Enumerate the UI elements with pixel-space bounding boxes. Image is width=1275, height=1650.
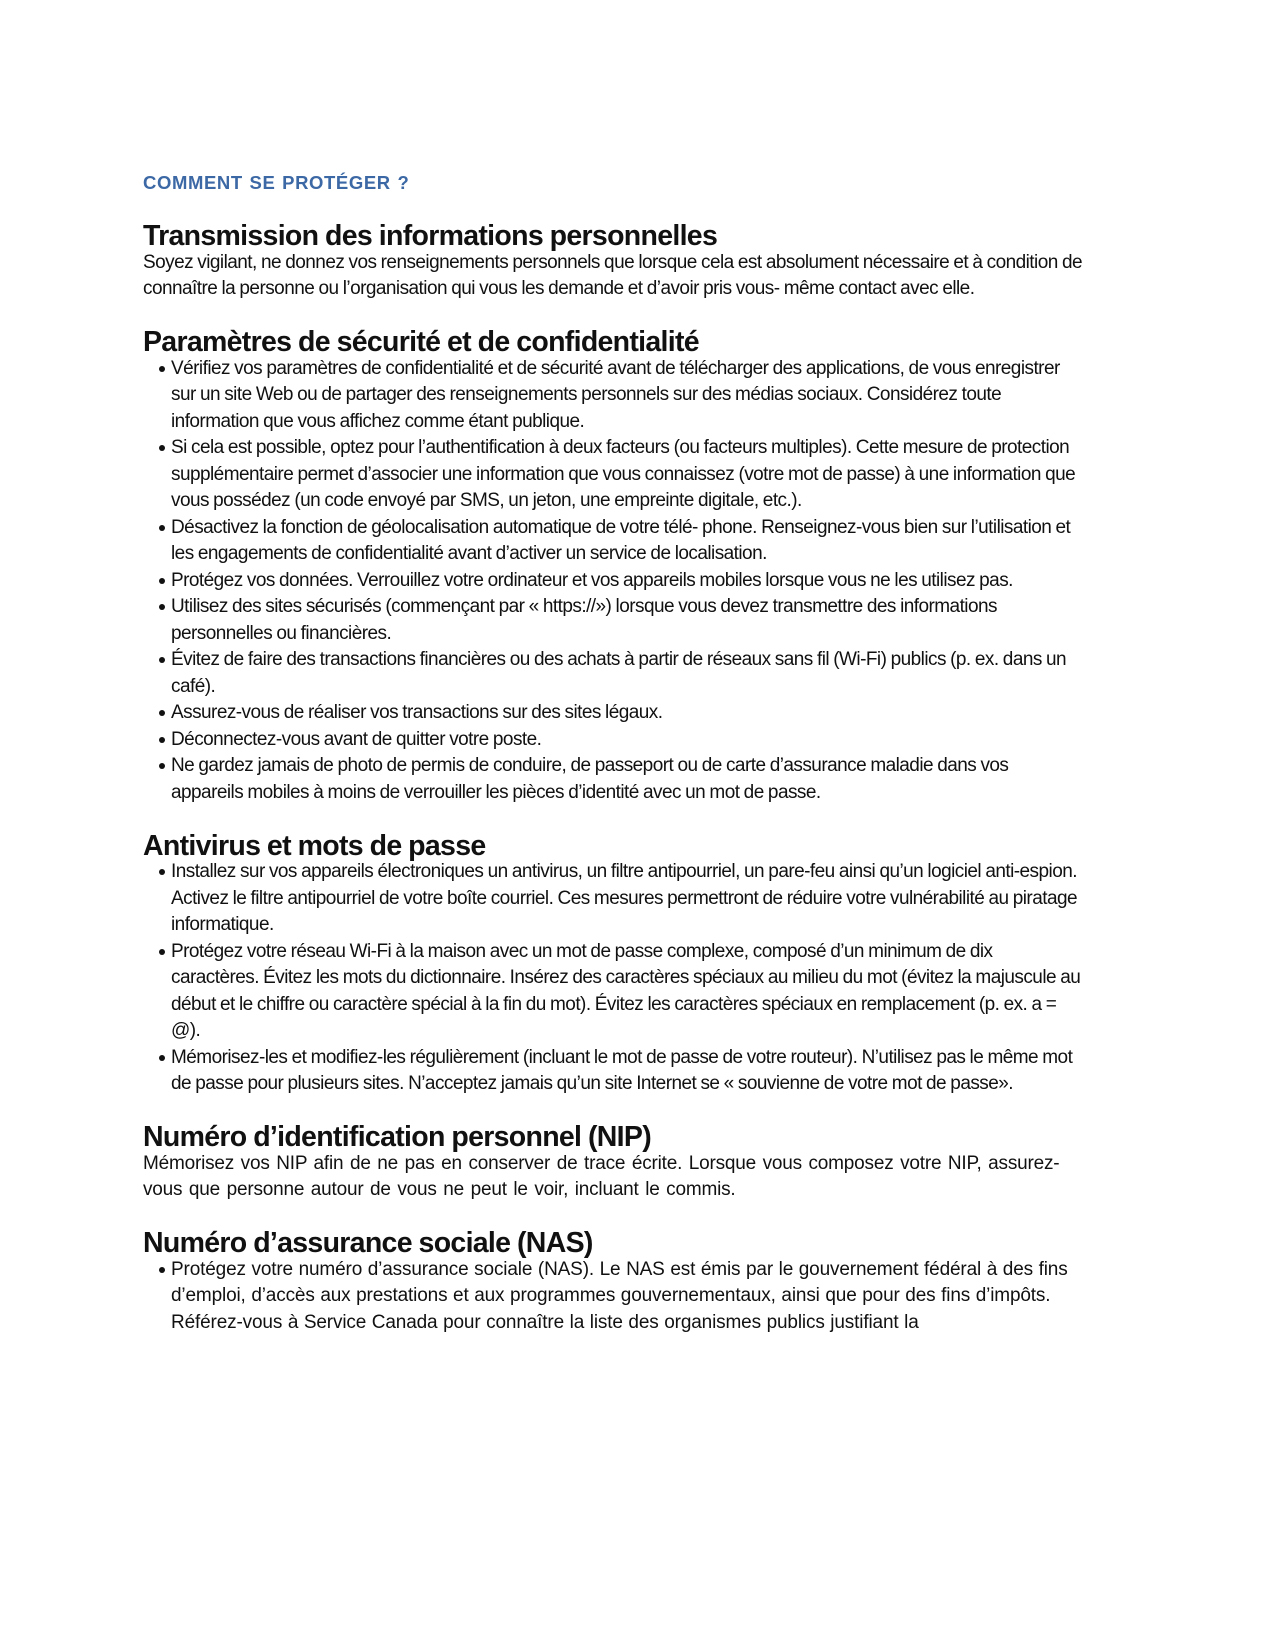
section-heading: Numéro d’identification personnel (NIP) (143, 1121, 651, 1153)
document-content (143, 170, 1083, 1336)
section-heading: Transmission des informations personnelles (143, 220, 718, 252)
list-item (158, 1257, 1083, 1337)
section-paragraph: Soyez vigilant, ne donnez vos renseignements personnels que lorsque cela est absolument nécessaire et à condition de connaître la personne ou l’organisation qui vous les demande et d’avoir pris vous- même contact avec elle. (143, 251, 1082, 299)
section-heading: Paramètres de sécurité et de confidentialité (143, 326, 699, 358)
list-item (158, 700, 1083, 727)
list-item-text: Vérifiez vos paramètres de confidentialité et de sécurité avant de télécharger des applications, de vous enregistrer sur un site Web ou de partager des renseignements personnels sur des médias sociaux. Considérez toute information que vous affichez comme étant publique. (171, 357, 1060, 432)
list-item (158, 859, 1083, 939)
list-item-text: Ne gardez jamais de photo de permis de conduire, de passeport ou de carte d’assurance maladie dans vos appareils mobiles à moins de verrouiller les pièces d’identité avec un mot de passe. (171, 755, 1009, 803)
list-item-text: Déconnectez-vous avant de quitter votre poste. (171, 728, 542, 750)
section-heading: Numéro d’assurance sociale (NAS) (143, 1227, 593, 1259)
section-paragraph: Mémorisez vos NIP afin de ne pas en conserver de trace écrite. Lorsque vous composez votre NIP, assurez-vous que personne autour de vous ne peut le voir, incluant le commis. (143, 1152, 1060, 1200)
list-item (158, 356, 1083, 436)
section-parametres-securite (143, 326, 1083, 806)
spacer (143, 806, 1083, 833)
list-item-text: Protégez vos données. Verrouillez votre ordinateur et vos appareils mobiles lorsque vous ne les utilisez pas. (171, 569, 1013, 591)
list-item-text: Installez sur vos appareils électroniques un antivirus, un filtre antipourriel, un pare-feu ainsi qu’un logiciel anti-espion. Activez le filtre antipourriel de votre boîte courriel. Ces mesures permettront de réduire votre vulnérabilité au piratage informatique. (171, 861, 1077, 935)
list-item-text: Désactivez la fonction de géolocalisation automatique de votre télé- phone. Renseignez-vous bien sur l’utilisation et les engagements de confidentialité avant d’activer un service de localisation. (171, 516, 1071, 564)
list-item (158, 515, 1083, 568)
list-item-text: Assurez-vous de réaliser vos transactions sur des sites légaux. (171, 702, 663, 723)
section-nas (143, 1227, 1083, 1336)
bullet-list (143, 1257, 1083, 1337)
list-item-text: Si cela est possible, optez pour l’authentification à deux facteurs (ou facteurs multiples). Cette mesure de protection supplémentaire permet d’associer une information que vous connaissez (votre mot de passe) à une information que vous possédez (un code envoyé par SMS, un jeton, une empreinte digitale, etc.). (171, 437, 1076, 511)
list-item-text: Utilisez des sites sécurisés (commençant par « https://») lorsque vous devez transmettre des informations personnelles ou financières. (171, 596, 997, 644)
list-item (158, 568, 1083, 595)
list-item-text: Mémorisez-les et modifiez-les régulièrement (incluant le mot de passe de votre routeur). N’utilisez pas le même mot de passe pour plusieurs sites. N’acceptez jamais qu’un site Internet se « souvienne de votre mot de passe». (171, 1046, 1073, 1094)
bullet-list (143, 859, 1083, 1098)
list-item (158, 727, 1083, 754)
list-item (158, 753, 1083, 806)
section-nip (143, 1121, 1083, 1204)
page-title: COMMENT SE PROTÉGER ? (143, 172, 410, 193)
list-item (158, 647, 1083, 700)
section-antivirus (143, 829, 1083, 1098)
section-transmission (143, 220, 1083, 303)
list-item (158, 435, 1083, 515)
bullet-list (143, 356, 1083, 807)
list-item (158, 594, 1083, 647)
list-item-text: Évitez de faire des transactions financières ou des achats à partir de réseaux sans fil (Wi-Fi) publics (p. ex. dans un café). (171, 649, 1067, 697)
list-item (158, 939, 1083, 1045)
list-item-text: Protégez votre numéro d’assurance sociale (NAS). Le NAS est émis par le gouvernement fédéral à des fins d’emploi, d’accès aux prestations et aux programmes gouvernementaux, ainsi que pour des fins d’impôts. Référez-vous à Service Canada pour connaître la liste des organismes publics justifiant la (171, 1258, 1068, 1333)
list-item-text: Protégez votre réseau Wi-Fi à la maison avec un mot de passe complexe, composé d’un minimum de dix caractères. Évitez les mots du dictionnaire. Insérez des caractères spéciaux au milieu du mot (évitez la majuscule au début et le chiffre ou caractère spécial à la fin du mot). Évitez les caractères spéciaux en remplacement (p. ex. a = @). (171, 940, 1081, 1041)
list-item (158, 1045, 1083, 1098)
section-heading: Antivirus et mots de passe (143, 829, 486, 862)
